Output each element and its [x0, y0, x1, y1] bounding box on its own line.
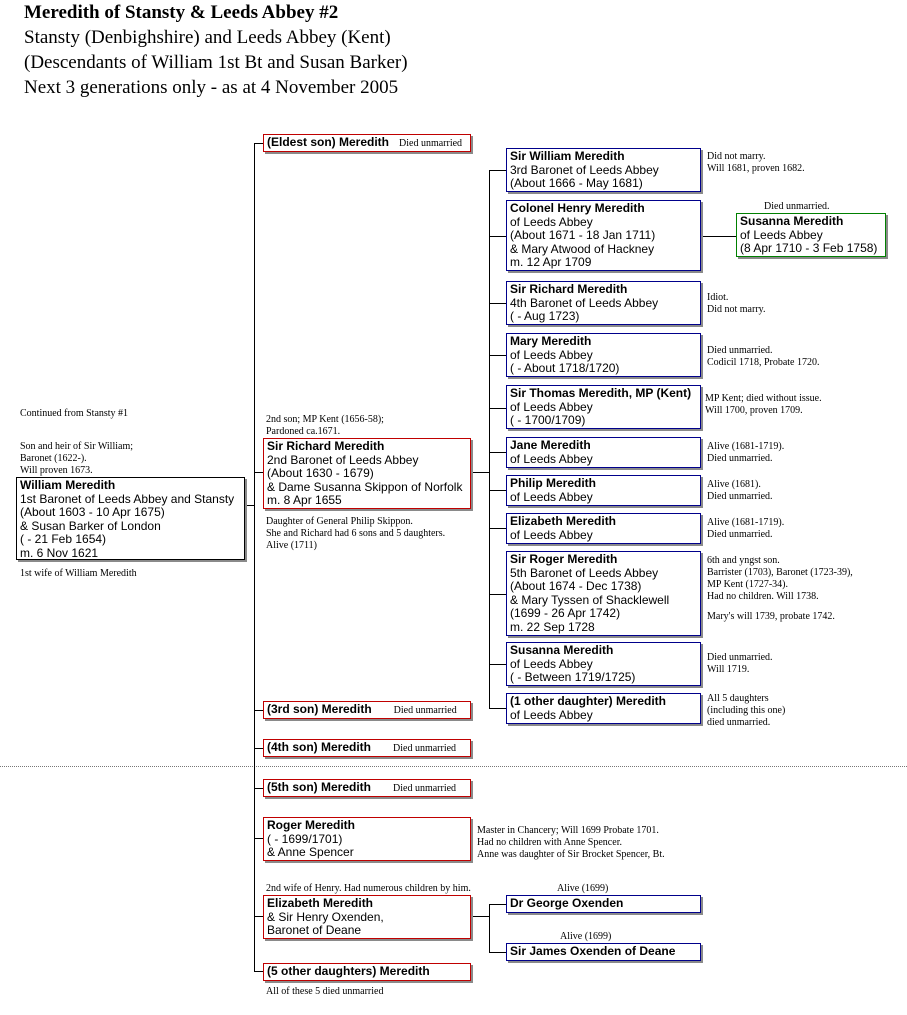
person-dates: ( - Aug 1723): [510, 309, 580, 323]
root-note: Baronet (1622-).: [20, 453, 87, 464]
person-card-colonel-henry[interactable]: [506, 200, 701, 271]
status-note: Died unmarried: [393, 783, 457, 794]
other-daughter-note: (including this one): [707, 705, 786, 716]
status-note: Died unmarried: [393, 743, 457, 754]
connector: [489, 355, 506, 356]
spouse-name: & Anne Spencer: [267, 845, 354, 859]
connector-root-to-children: [244, 505, 254, 506]
person-name: (5 other daughters) Meredith: [267, 964, 430, 978]
mary-note: Codicil 1718, Probate 1720.: [707, 357, 820, 368]
person-name: (5th son) Meredith: [267, 780, 371, 794]
connector-grandchildren-vertical: [489, 170, 490, 708]
connector-henry-to-susanna: [701, 236, 736, 237]
page-separator: [0, 766, 907, 767]
person-name: Susanna Meredith: [510, 643, 614, 657]
person-name: (1 other daughter) Meredith: [510, 694, 667, 708]
person-name: Jane Meredith: [510, 438, 591, 452]
person-name: Philip Meredith: [510, 476, 597, 490]
connector: [489, 594, 506, 595]
jane-note: Alive (1681-1719).: [707, 441, 785, 452]
richard-note: 2nd son; MP Kent (1656-58);: [266, 414, 384, 425]
connector: [489, 408, 506, 409]
marriage-date: m. 6 Nov 1621: [20, 545, 99, 560]
person-dates: ( - 1699/1701): [267, 831, 343, 846]
person-card-jane[interactable]: [506, 437, 701, 468]
person-card-other-daughters[interactable]: [263, 963, 471, 981]
status-note: Died unmarried: [393, 705, 457, 716]
thomas-note: MP Kent; died without issue.: [705, 393, 822, 404]
person-name: (4th son) Meredith: [267, 740, 371, 754]
person-title: of Leeds Abbey: [740, 227, 823, 242]
richard4-note: Idiot.: [707, 292, 729, 303]
person-title: of Leeds Abbey: [510, 527, 593, 542]
person-title: 3rd Baronet of Leeds Abbey: [510, 162, 659, 177]
person-name: Dr George Oxenden: [510, 896, 624, 910]
person-card-philip[interactable]: [506, 475, 701, 506]
richard-note: Pardoned ca.1671.: [266, 426, 341, 437]
other-daughter-note: died unmarried.: [707, 717, 771, 728]
person-card-james-oxenden[interactable]: [506, 943, 701, 961]
spouse-name: & Susan Barker of London: [20, 518, 161, 533]
root-note-below: 1st wife of William Meredith: [20, 568, 137, 579]
spouse-name: & Mary Atwood of Hackney: [510, 241, 655, 256]
susanna-gc-note: Will 1719.: [707, 664, 750, 675]
spouse-title: Baronet of Deane: [267, 923, 362, 937]
person-card-susanna-great-grandchild[interactable]: [736, 213, 886, 257]
person-name: (Eldest son) Meredith: [267, 135, 390, 149]
person-title: of Leeds Abbey: [510, 656, 593, 671]
roger-gc-note: Mary's will 1739, probate 1742.: [707, 611, 835, 622]
roger-gc-note: Barrister (1703), Baronet (1723-39),: [707, 567, 853, 578]
person-title: of Leeds Abbey: [510, 214, 593, 229]
person-dates: (About 1603 - 10 Apr 1675): [20, 505, 165, 519]
person-dates: (About 1671 - 18 Jan 1711): [510, 228, 656, 242]
person-name: Susanna Meredith: [740, 214, 844, 228]
connector: [489, 236, 506, 237]
person-card-root[interactable]: [16, 477, 245, 560]
person-title: of Leeds Abbey: [510, 399, 593, 414]
connector: [489, 528, 506, 529]
person-title: 1st Baronet of Leeds Abbey and Stansty: [20, 491, 235, 506]
person-card-george-oxenden[interactable]: [506, 895, 701, 913]
marriage-date: m. 12 Apr 1709: [510, 255, 592, 269]
connector: [489, 490, 506, 491]
connector: [489, 952, 506, 953]
root-note: Son and heir of Sir William;: [20, 441, 134, 452]
philip-note: Alive (1681).: [707, 479, 761, 490]
person-dates: (8 Apr 1710 - 3 Feb 1758): [740, 241, 878, 255]
person-card-third-son[interactable]: [263, 701, 471, 719]
root-note: Will proven 1673.: [20, 465, 93, 476]
person-title: 4th Baronet of Leeds Abbey: [510, 295, 659, 310]
person-card-eldest-son[interactable]: [263, 134, 471, 152]
richard-note-below: Daughter of General Philip Skippon.: [266, 516, 413, 527]
connector: [489, 303, 506, 304]
subtitle-location: Stansty (Denbighshire) and Leeds Abbey (Kent): [24, 27, 391, 48]
connector-children-vertical: [254, 143, 255, 972]
person-name: Sir Roger Meredith: [510, 552, 618, 566]
connector: [489, 452, 506, 453]
person-title: 5th Baronet of Leeds Abbey: [510, 565, 659, 580]
person-name: Colonel Henry Meredith: [510, 201, 645, 215]
person-card-sir-william[interactable]: [506, 148, 701, 192]
spouse-dates: (1699 - 26 Apr 1742): [510, 606, 621, 620]
person-dates: (About 1666 - May 1681): [510, 176, 643, 190]
person-card-fourth-son[interactable]: [263, 739, 471, 757]
elizabeth-note: 2nd wife of Henry. Had numerous children by him.: [266, 883, 471, 894]
subtitle-descendants: (Descendants of William 1st Bt and Susan Barker): [24, 52, 408, 73]
spouse-name: & Dame Susanna Skippon of Norfolk: [267, 479, 463, 494]
status-note: Died unmarried: [399, 138, 463, 149]
person-card-elizabeth[interactable]: [263, 895, 471, 939]
connector-oxenden-vertical: [489, 904, 490, 952]
person-title: of Leeds Abbey: [510, 451, 593, 466]
root-note-continued: Continued from Stansty #1: [20, 408, 129, 419]
spouse-name: & Mary Tyssen of Shacklewell: [510, 592, 670, 607]
spouse-name: & Sir Henry Oxenden,: [267, 909, 384, 924]
other-daughter-note: All 5 daughters: [707, 693, 769, 704]
person-name: Elizabeth Meredith: [267, 896, 374, 910]
connector: [489, 708, 506, 709]
roger-note: Master in Chancery; Will 1699 Probate 1701.: [477, 825, 659, 836]
person-name: Mary Meredith: [510, 334, 592, 348]
person-name: Sir William Meredith: [510, 149, 625, 163]
mary-note: Died unmarried.: [707, 345, 773, 356]
philip-note: Died unmarried.: [707, 491, 773, 502]
thomas-note: Will 1700, proven 1709.: [705, 405, 803, 416]
person-dates: (About 1674 - Dec 1738): [510, 579, 642, 593]
person-title: of Leeds Abbey: [510, 489, 593, 504]
person-dates: ( - 1700/1709): [510, 413, 586, 427]
person-name: Elizabeth Meredith: [510, 514, 617, 528]
person-name: Sir James Oxenden of Deane: [510, 944, 676, 958]
person-dates: ( - About 1718/1720): [510, 361, 620, 375]
marriage-date: m. 8 Apr 1655: [267, 493, 342, 507]
marriage-date: m. 22 Sep 1728: [510, 619, 595, 634]
subtitle-generations: Next 3 generations only - as at 4 November 2005: [24, 77, 399, 98]
person-dates: (About 1630 - 1679): [267, 466, 374, 480]
connector-elizabeth-to-children: [471, 916, 489, 917]
roger-gc-note: MP Kent (1727-34).: [707, 579, 789, 590]
elizabeth-gc-note: Alive (1681-1719).: [707, 517, 785, 528]
person-card-susanna-grandchild[interactable]: [506, 642, 701, 686]
person-title: 2nd Baronet of Leeds Abbey: [267, 452, 419, 467]
roger-note: Had no children with Anne Spencer.: [477, 837, 622, 848]
connector: [489, 904, 506, 905]
person-card-fifth-son[interactable]: [263, 779, 471, 797]
connector-richard-to-children: [471, 472, 489, 473]
richard-note-below: Alive (1711): [266, 540, 318, 551]
richard-note-below: She and Richard had 6 sons and 5 daughters.: [266, 528, 446, 539]
roger-gc-note: 6th and yngst son.: [707, 555, 780, 566]
person-card-mary[interactable]: [506, 333, 701, 377]
susanna-gg-note: Died unmarried.: [764, 201, 830, 212]
person-name: Sir Thomas Meredith, MP (Kent): [510, 386, 692, 400]
roger-note: Anne was daughter of Sir Brocket Spencer, Bt.: [477, 849, 665, 860]
richard4-note: Did not marry.: [707, 304, 766, 315]
william-note: Will 1681, proven 1682.: [707, 163, 805, 174]
person-card-roger[interactable]: [263, 817, 471, 861]
jane-note: Died unmarried.: [707, 453, 773, 464]
james-note: Alive (1699): [560, 931, 612, 942]
spouse-dates: ( - 21 Feb 1654): [20, 532, 107, 546]
person-name: Roger Meredith: [267, 818, 356, 832]
susanna-gc-note: Died unmarried.: [707, 652, 773, 663]
person-name: (3rd son) Meredith: [267, 702, 372, 716]
person-name: William Meredith: [20, 478, 116, 492]
page-title: Meredith of Stansty & Leeds Abbey #2: [24, 2, 339, 23]
connector: [489, 664, 506, 665]
person-title: of Leeds Abbey: [510, 707, 593, 722]
william-note: Did not marry.: [707, 151, 766, 162]
elizabeth-gc-note: Died unmarried.: [707, 529, 773, 540]
person-card-sir-roger[interactable]: [506, 551, 701, 636]
person-card-elizabeth-grandchild[interactable]: [506, 513, 701, 544]
connector: [489, 170, 506, 171]
person-title: of Leeds Abbey: [510, 347, 593, 362]
person-name: Sir Richard Meredith: [510, 282, 628, 296]
person-card-sir-richard[interactable]: [263, 438, 471, 509]
other-daughters-note: All of these 5 died unmarried: [266, 986, 384, 997]
person-dates: ( - Between 1719/1725): [510, 670, 636, 684]
person-card-sir-thomas[interactable]: [506, 385, 701, 429]
person-card-other-daughter[interactable]: [506, 693, 701, 724]
person-card-sir-richard-4th[interactable]: [506, 281, 701, 325]
george-note: Alive (1699): [557, 883, 609, 894]
roger-gc-note: Had no children. Will 1738.: [707, 591, 819, 602]
person-name: Sir Richard Meredith: [267, 439, 385, 453]
